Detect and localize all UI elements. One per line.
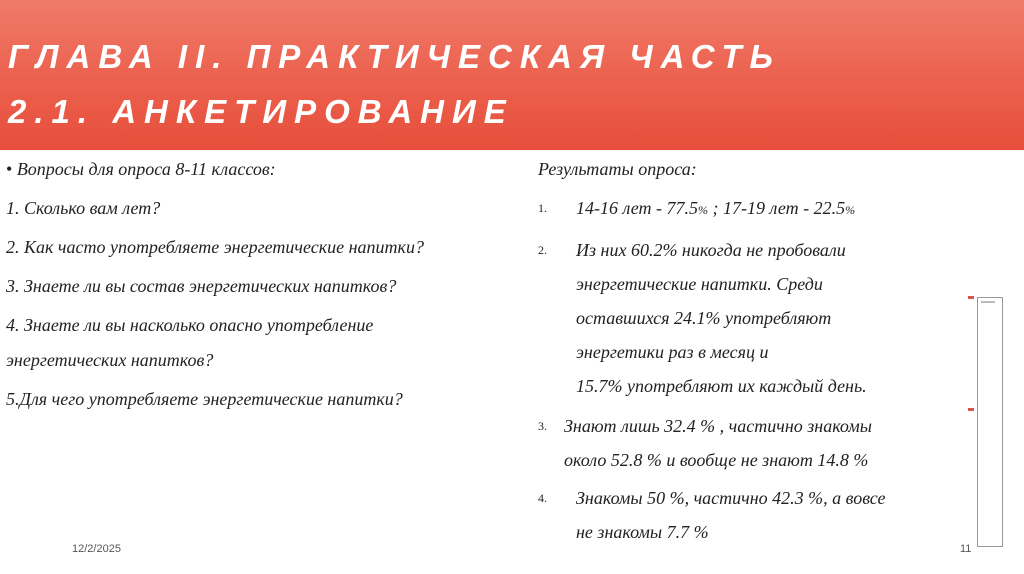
question-4: 4. Знаете ли вы насколько опасно употребление энергетических напитков? xyxy=(6,315,374,370)
embedded-thumbnail-frame xyxy=(977,297,1003,547)
result-4-line2: не знакомы 7.7 % xyxy=(576,522,709,542)
result-item-1 xyxy=(538,191,968,227)
footer-date: 12/2/2025 xyxy=(72,543,121,555)
questions-column xyxy=(6,152,456,421)
result-1-part1: 14-16 лет - 77.5 xyxy=(576,198,699,218)
results-title: Результаты опроса: xyxy=(538,159,697,179)
result-number: 1. xyxy=(538,201,547,215)
question-3: 3. Знаете ли вы состав энергетических напитков? xyxy=(6,276,397,296)
result-item-2 xyxy=(538,233,968,403)
question-1: 1. Сколько вам лет? xyxy=(6,198,161,218)
result-text xyxy=(538,191,968,227)
results-column xyxy=(538,152,968,549)
result-2-line4: энергетики раз в месяц и xyxy=(576,342,769,362)
result-item-3 xyxy=(538,409,968,477)
result-1-part2: ; 17-19 лет - 22.5 xyxy=(708,198,846,218)
result-3-line1: Знают лишь 32.4 % , частично знакомы xyxy=(564,416,872,436)
title-banner xyxy=(0,0,1024,150)
edge-mark-bottom xyxy=(968,408,974,411)
result-2-line2: энергетические напитки. Среди xyxy=(576,274,823,294)
result-item-4 xyxy=(538,481,968,549)
page-number: 11 xyxy=(960,543,972,555)
question-5: 5.Для чего употребляете энергетические напитки? xyxy=(6,389,403,409)
result-number: 4. xyxy=(538,491,547,505)
result-3-line2: около 52.8 % и вообще не знают 14.8 % xyxy=(564,450,869,470)
slide-title-line2: 2.1. АНКЕТИРОВАНИЕ xyxy=(8,93,514,130)
question-2: 2. Как часто употребляете энергетические напитки? xyxy=(6,237,424,257)
result-1-pct1: % xyxy=(698,203,709,217)
result-2-line1: Из них 60.2% никогда не пробовали xyxy=(576,240,846,260)
edge-mark-top xyxy=(968,296,974,299)
questions-intro: • Вопросы для опроса 8-11 классов: xyxy=(6,152,456,187)
thumbnail-caption-mark xyxy=(981,301,995,303)
result-2-line3: оставшихся 24.1% употребляют xyxy=(576,308,832,328)
result-number: 2. xyxy=(538,243,547,257)
result-1-pct2: % xyxy=(845,203,856,217)
slide-title-line1: ГЛАВА II. ПРАКТИЧЕСКАЯ ЧАСТЬ xyxy=(8,38,781,75)
result-2-line5: 15.7% употребляют их каждый день. xyxy=(576,376,867,396)
result-4-line1: Знакомы 50 %, частично 42.3 %, а вовсе xyxy=(576,488,886,508)
result-number: 3. xyxy=(538,419,547,433)
